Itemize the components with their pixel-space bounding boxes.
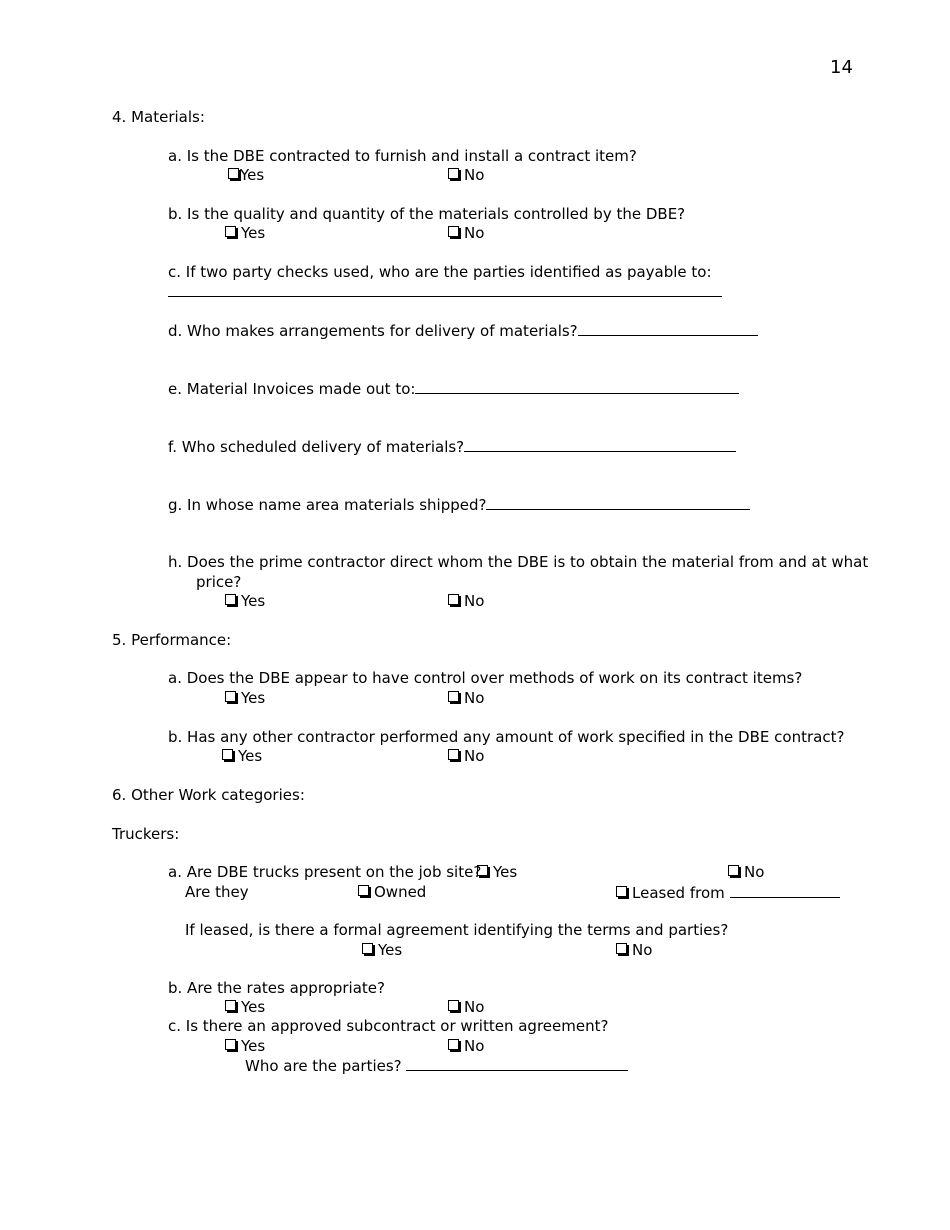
- checkbox-label: Yes: [241, 224, 266, 242]
- answer-line-4e[interactable]: [415, 379, 739, 394]
- checkbox-icon: [358, 885, 369, 896]
- answer-line-4g[interactable]: [486, 495, 750, 510]
- checkbox-label: Yes: [378, 941, 403, 959]
- checkbox-6b-no[interactable]: [448, 998, 484, 1017]
- question-5a: a. Does the DBE appear to have control over methods of work on its contract items?: [168, 669, 803, 687]
- checkbox-label: No: [464, 998, 485, 1016]
- checkbox-label: No: [464, 1037, 485, 1055]
- checkbox-6a-owned[interactable]: [358, 883, 426, 902]
- checkbox-icon: [448, 749, 459, 760]
- question-4d: [168, 321, 758, 341]
- checkbox-lease-no[interactable]: [616, 941, 652, 960]
- checkbox-icon: [225, 594, 236, 605]
- answer-line-4d[interactable]: [578, 321, 758, 336]
- answer-line-4f[interactable]: [464, 437, 736, 452]
- question-text: d. Who makes arrangements for delivery of materials?: [168, 322, 578, 340]
- checkbox-icon: [448, 168, 459, 179]
- checkbox-label: Owned: [374, 883, 427, 901]
- question-text: e. Material Invoices made out to:: [168, 380, 416, 398]
- answer-line-4c[interactable]: [168, 282, 722, 302]
- checkbox-label: No: [632, 941, 653, 959]
- checkbox-4h-no[interactable]: [448, 592, 484, 611]
- question-5b: b. Has any other contractor performed any amount of work specified in the DBE contract?: [168, 728, 845, 746]
- checkbox-label: No: [464, 224, 485, 242]
- checkbox-4b-no[interactable]: [448, 224, 484, 243]
- question-4e: [168, 379, 739, 399]
- checkbox-4a-no[interactable]: [448, 166, 484, 185]
- question-4h-line2: price?: [196, 573, 242, 591]
- checkbox-icon: [225, 1039, 236, 1050]
- are-they-label: Are they: [185, 883, 249, 901]
- checkbox-icon: [448, 691, 459, 702]
- answer-line-parties[interactable]: [406, 1056, 628, 1071]
- checkbox-label: Yes: [241, 998, 266, 1016]
- question-4b: b. Is the quality and quantity of the materials controlled by the DBE?: [168, 205, 686, 223]
- question-6a: a. Are DBE trucks present on the job site?: [168, 863, 482, 881]
- checkbox-label: No: [464, 166, 485, 184]
- checkbox-6c-yes[interactable]: [225, 1037, 265, 1056]
- checkbox-icon: [448, 1039, 459, 1050]
- question-4g: [168, 495, 750, 515]
- checkbox-label: Yes: [493, 863, 518, 881]
- section-4-title: 4. Materials:: [112, 108, 205, 126]
- checkbox-icon: [728, 865, 739, 876]
- checkbox-5a-no[interactable]: [448, 689, 484, 708]
- lease-agreement-question: If leased, is there a formal agreement identifying the terms and parties?: [185, 921, 729, 939]
- question-text: f. Who scheduled delivery of materials?: [168, 438, 465, 456]
- checkbox-icon: [225, 691, 236, 702]
- checkbox-4b-yes[interactable]: [225, 224, 265, 243]
- checkbox-icon: [222, 749, 233, 760]
- checkbox-icon: [448, 226, 459, 237]
- checkbox-icon: [362, 943, 373, 954]
- checkbox-icon: [477, 865, 488, 876]
- checkbox-icon: [448, 1000, 459, 1011]
- section-5-title: 5. Performance:: [112, 631, 232, 649]
- checkbox-label: Yes: [240, 166, 265, 184]
- checkbox-icon: [228, 168, 239, 179]
- checkbox-label: Yes: [241, 1037, 266, 1055]
- checkbox-icon: [225, 226, 236, 237]
- answer-line-leased-from[interactable]: [730, 883, 840, 898]
- checkbox-4h-yes[interactable]: [225, 592, 265, 611]
- checkbox-label: No: [464, 592, 485, 610]
- checkbox-4a-yes[interactable]: [228, 166, 264, 185]
- checkbox-icon: [616, 943, 627, 954]
- checkbox-5b-no[interactable]: [448, 747, 484, 766]
- question-6b: b. Are the rates appropriate?: [168, 979, 385, 997]
- checkbox-label: Yes: [238, 747, 263, 765]
- checkbox-label: Yes: [241, 592, 266, 610]
- question-4h-line1: h. Does the prime contractor direct whom the DBE is to obtain the material from and at what: [168, 553, 869, 571]
- checkbox-lease-yes[interactable]: [362, 941, 402, 960]
- checkbox-icon: [448, 594, 459, 605]
- question-4a: a. Is the DBE contracted to furnish and install a contract item?: [168, 147, 637, 165]
- checkbox-5a-yes[interactable]: [225, 689, 265, 708]
- checkbox-6a-no[interactable]: [728, 863, 764, 882]
- checkbox-icon: [225, 1000, 236, 1011]
- checkbox-6a-leased[interactable]: [616, 883, 840, 903]
- checkbox-5b-yes[interactable]: [222, 747, 262, 766]
- question-4c: c. If two party checks used, who are the parties identified as payable to:: [168, 263, 712, 281]
- checkbox-label: No: [464, 689, 485, 707]
- checkbox-label: Leased from: [632, 884, 725, 902]
- checkbox-6a-yes[interactable]: [477, 863, 517, 882]
- checkbox-icon: [616, 886, 627, 897]
- truckers-heading: Truckers:: [112, 825, 180, 843]
- checkbox-6c-no[interactable]: [448, 1037, 484, 1056]
- question-text: Who are the parties?: [245, 1057, 402, 1075]
- checkbox-6b-yes[interactable]: [225, 998, 265, 1017]
- question-text: g. In whose name area materials shipped?: [168, 496, 487, 514]
- question-6c: c. Is there an approved subcontract or written agreement?: [168, 1017, 609, 1035]
- checkbox-label: Yes: [241, 689, 266, 707]
- checkbox-label: No: [744, 863, 765, 881]
- section-6-title: 6. Other Work categories:: [112, 786, 305, 804]
- page-number: 14: [830, 57, 853, 78]
- checkbox-label: No: [464, 747, 485, 765]
- question-4f: [168, 437, 736, 457]
- parties-question: [245, 1056, 628, 1076]
